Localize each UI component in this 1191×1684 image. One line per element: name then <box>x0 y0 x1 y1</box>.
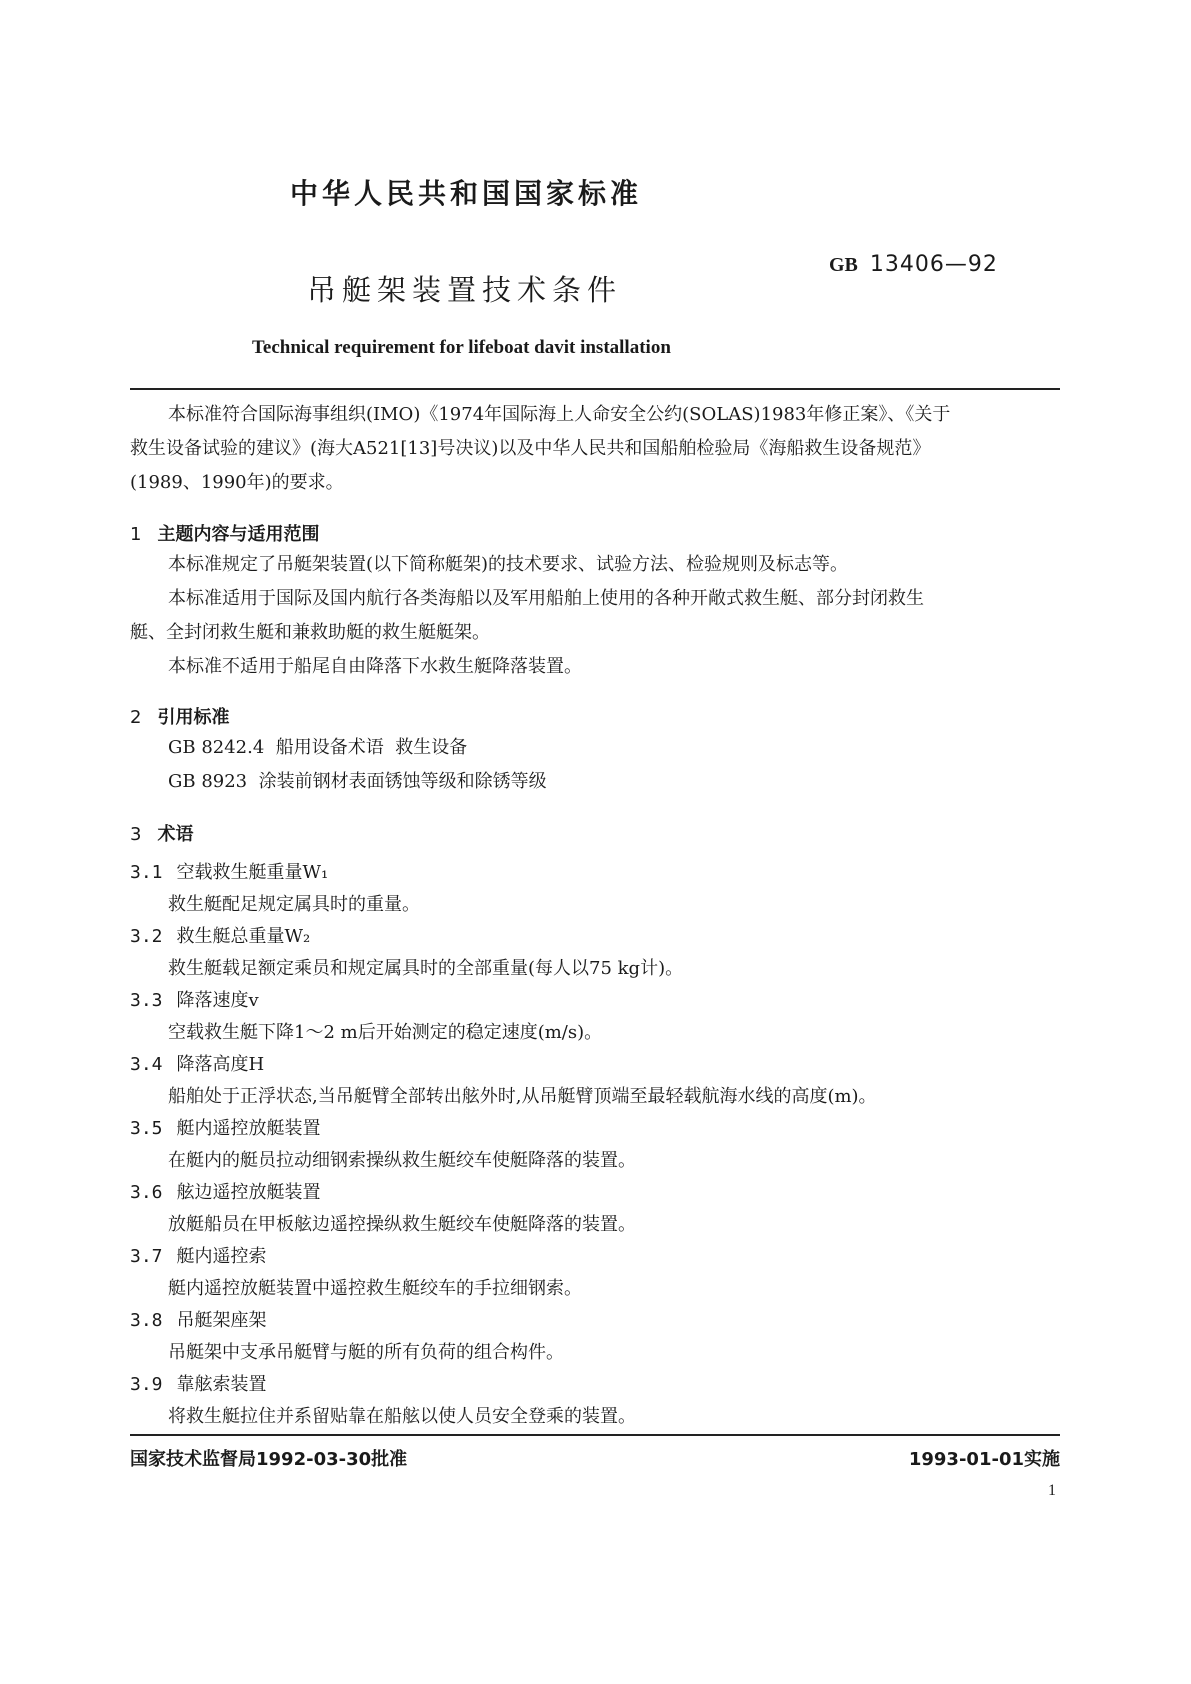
term-name: 吊艇架座架 <box>176 1310 267 1331</box>
section-1-para-2-line-2: 艇、全封闭救生艇和兼救助艇的救生艇艇架。 <box>130 622 490 643</box>
term-name: 降落速度v <box>176 990 259 1011</box>
reference-item: GB 8923 涂装前钢材表面锈蚀等级和除锈等级 <box>168 771 547 792</box>
term-heading <box>130 1114 321 1140</box>
term-definition: 救生艇配足规定属具时的重量。 <box>168 894 420 915</box>
term-number: 3.9 <box>130 1374 163 1395</box>
term-heading <box>130 1370 267 1396</box>
term-number: 3.2 <box>130 926 163 947</box>
term-heading <box>130 858 328 884</box>
section-3-number: 3 <box>130 824 142 845</box>
header-divider <box>130 388 1060 390</box>
term-heading <box>130 986 259 1012</box>
section-1-number: 1 <box>130 524 142 545</box>
intro-line-1: 本标准符合国际海事组织(IMO)《1974年国际海上人命安全公约(SOLAS)1983年修正案》、《关于 <box>168 404 951 425</box>
section-1-para-3: 本标准不适用于船尾自由降落下水救生艇降落装置。 <box>168 656 582 677</box>
term-name: 空载救生艇重量W₁ <box>176 862 329 883</box>
standard-code-prefix: GB <box>829 254 858 276</box>
term-definition: 艇内遥控放艇装置中遥控救生艇绞车的手拉细钢索。 <box>168 1278 582 1299</box>
section-1-heading <box>130 520 319 546</box>
term-definition: 空载救生艇下降1～2 m后开始测定的稳定速度(m/s)。 <box>168 1022 603 1043</box>
term-name: 舷边遥控放艇装置 <box>176 1182 321 1203</box>
term-name: 艇内遥控索 <box>176 1246 267 1267</box>
document-title-en: Technical requirement for lifeboat davit installation <box>252 337 671 358</box>
term-number: 3.4 <box>130 1054 163 1075</box>
term-number: 3.8 <box>130 1310 163 1331</box>
term-number: 3.3 <box>130 990 163 1011</box>
section-3-heading <box>130 820 193 846</box>
section-2-title: 引用标准 <box>157 707 230 728</box>
term-name: 艇内遥控放艇装置 <box>176 1118 321 1139</box>
standard-code-number: 13406—92 <box>869 252 998 277</box>
term-number: 3.6 <box>130 1182 163 1203</box>
term-heading <box>130 1306 267 1332</box>
footer-divider <box>130 1434 1060 1436</box>
approval-date: 国家技术监督局1992-03-30批准 <box>130 1449 408 1470</box>
page-number: 1 <box>1048 1482 1056 1499</box>
reference-item: GB 8242.4 船用设备术语 救生设备 <box>168 737 468 758</box>
term-number: 3.5 <box>130 1118 163 1139</box>
term-number: 3.1 <box>130 862 163 883</box>
section-1-title: 主题内容与适用范围 <box>157 524 320 545</box>
term-name: 降落高度H <box>176 1054 265 1075</box>
term-heading <box>130 1050 264 1076</box>
term-heading <box>130 922 310 948</box>
section-3-title: 术语 <box>157 824 194 845</box>
term-definition: 船舶处于正浮状态,当吊艇臂全部转出舷外时,从吊艇臂顶端至最轻载航海水线的高度(m)。 <box>168 1086 877 1107</box>
section-2-heading <box>130 703 229 729</box>
national-standard-heading: 中华人民共和国国家标准 <box>290 177 643 210</box>
intro-line-2: 救生设备试验的建议》(海大A521[13]号决议)以及中华人民共和国船舶检验局《海船救生设备规范》 <box>130 438 931 459</box>
standard-code <box>829 252 998 277</box>
section-1-para-2-line-1: 本标准适用于国际及国内航行各类海船以及军用船舶上使用的各种开敞式救生艇、部分封闭救生 <box>168 588 924 609</box>
term-name: 靠舷索装置 <box>176 1374 267 1395</box>
section-1-para-1: 本标准规定了吊艇架装置(以下简称艇架)的技术要求、试验方法、检验规则及标志等。 <box>168 554 849 575</box>
term-definition: 在艇内的艇员拉动细钢索操纵救生艇绞车使艇降落的装置。 <box>168 1150 636 1171</box>
effective-date: 1993-01-01实施 <box>908 1449 1060 1470</box>
term-number: 3.7 <box>130 1246 163 1267</box>
document-title-cn: 吊艇架装置技术条件 <box>307 273 623 307</box>
term-definition: 吊艇架中支承吊艇臂与艇的所有负荷的组合构件。 <box>168 1342 564 1363</box>
term-definition: 将救生艇拉住并系留贴靠在船舷以使人员安全登乘的装置。 <box>168 1406 636 1427</box>
intro-line-3: (1989、1990年)的要求。 <box>130 472 344 493</box>
section-2-number: 2 <box>130 707 142 728</box>
term-definition: 救生艇载足额定乘员和规定属具时的全部重量(每人以75 kg计)。 <box>168 958 684 979</box>
term-definition: 放艇船员在甲板舷边遥控操纵救生艇绞车使艇降落的装置。 <box>168 1214 636 1235</box>
term-heading <box>130 1178 321 1204</box>
term-name: 救生艇总重量W₂ <box>176 926 311 947</box>
term-heading <box>130 1242 267 1268</box>
